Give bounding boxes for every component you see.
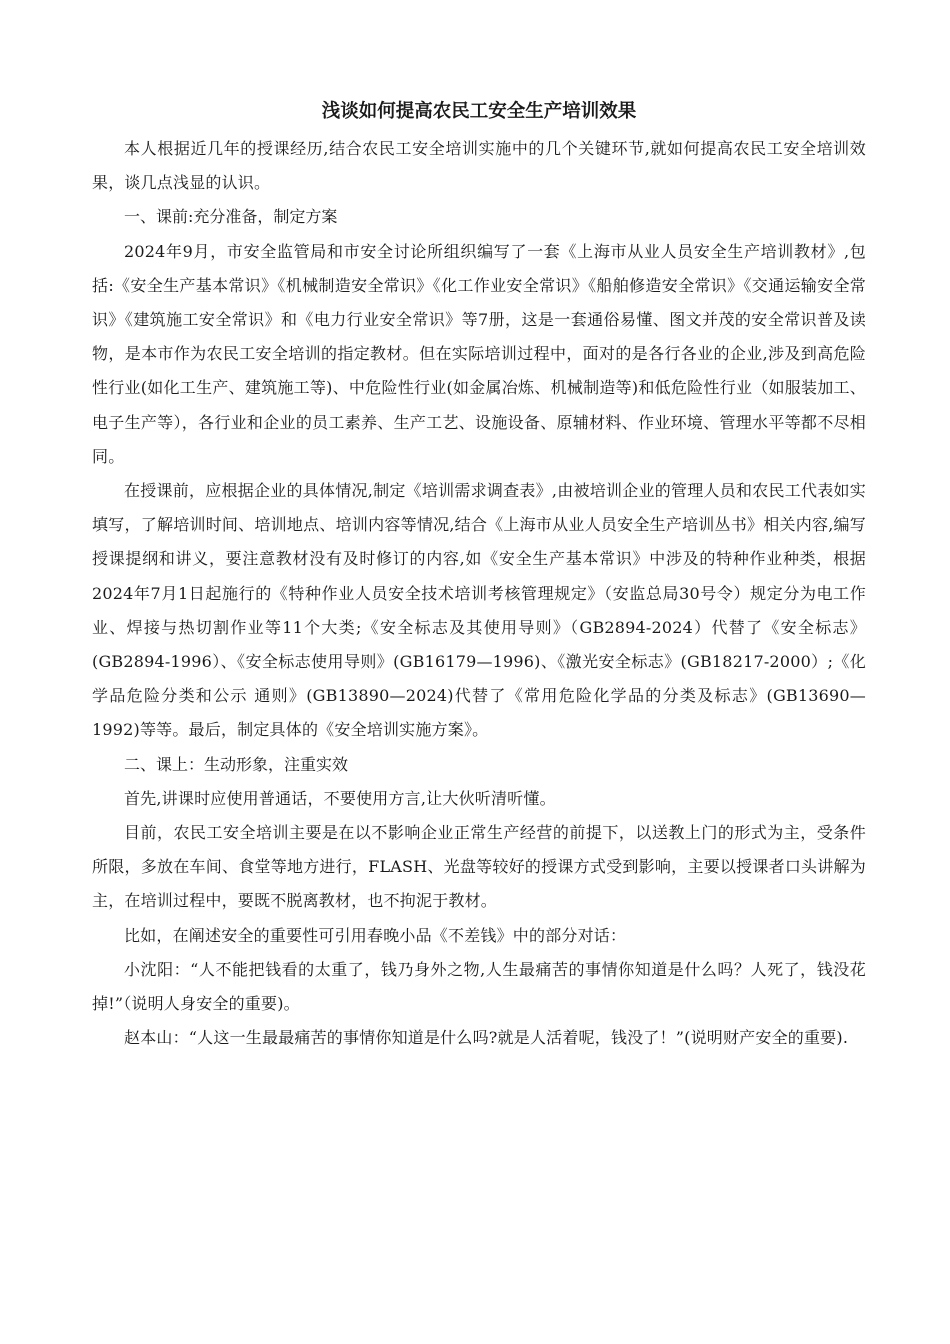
body-paragraph: 2024年9月，市安全监管局和市安全讨论所组织编写了一套《上海市从业人员安全生产培训教材》,包括:《安全生产基本常识》《机械制造安全常识》《化工作业安全常识》《船舶修造安全常识》《交通运输安全常识》《建筑施工安全常识》和《电力行业安全常识》等7册，这是一套通俗易懂、图文并茂的安全常识普及读物，是本市作为农民工安全培训的指定教材。但在实际培训过程中，面对的是各行各业的企业,涉及到高危险性行业(如化工生产、建筑施工等)、中危险性行业(如金属冶炼、机械制造等)和低危险性行业（如服装加工、电子生产等），各行业和企业的员工素养、生产工艺、设施设备、原辅材料、作业环境、管理水平等都不尽相同。 bbox=[92, 241, 866, 466]
body-paragraph: 目前，农民工安全培训主要是在以不影响企业正常生产经营的前提下，以送教上门的形式为主，受条件所限，多放在车间、食堂等地方进行，FLASH、光盘等较好的授课方式受到影响，主要以授课者口头讲解为主，在培训过程中，要既不脱离教材，也不拘泥于教材。 bbox=[92, 823, 866, 911]
section-heading-2: 二、课上：生动形象，注重实效 bbox=[124, 754, 349, 774]
dialogue-paragraph: 小沈阳：“人不能把钱看的太重了，钱乃身外之物,人生最痛苦的事情你知道是什么吗？人死了，钱没花掉!”（说明人身安全的重要)。 bbox=[92, 959, 866, 1014]
document-title: 浅谈如何提高农民工安全生产培训效果 bbox=[321, 101, 637, 122]
body-paragraph: 首先,讲课时应使用普通话，不要使用方言,让大伙听清听懂。 bbox=[124, 788, 556, 808]
document-page bbox=[92, 92, 866, 1055]
dialogue-paragraph: 赵本山：“人这一生最最痛苦的事情你知道是什么吗?就是人活着呢，钱没了！”(说明财产安全的重要). bbox=[124, 1028, 849, 1048]
intro-paragraph: 本人根据近几年的授课经历,结合农民工安全培训实施中的几个关键环节,就如何提高农民工安全培训效果，谈几点浅显的认识。 bbox=[92, 139, 866, 193]
section-heading-1: 一、课前:充分准备，制定方案 bbox=[124, 207, 338, 227]
body-paragraph: 比如，在阐述安全的重要性可引用春晚小品《不差钱》中的部分对话： bbox=[124, 925, 627, 945]
body-paragraph: 在授课前，应根据企业的具体情况,制定《培训需求调查表》,由被培训企业的管理人员和农民工代表如实填写，了解培训时间、培训地点、培训内容等情况,结合《上海市从业人员安全生产培训丛书》相关内容,编写授课提纲和讲义，要注意教材没有及时修订的内容,如《安全生产基本常识》中涉及的特种作业种类，根据2024年7月1日起施行的《特种作业人员安全技术培训考核管理规定》（安监总局30号令）规定分为电工作业、焊接与热切割作业等11个大类;《安全标志及其使用导则》（GB2894-2024）代替了《安全标志》(GB2894-1996）、《安全标志使用导则》(GB16179—1996)、《激光安全标志》(GB18217-2000）;《化学品危险分类和公示 通则》(GB13890—2024)代替了《常用危险化学品的分类及标志》(GB13690—1992)等等。最后，制定具体的《安全培训实施方案》。 bbox=[92, 481, 866, 740]
